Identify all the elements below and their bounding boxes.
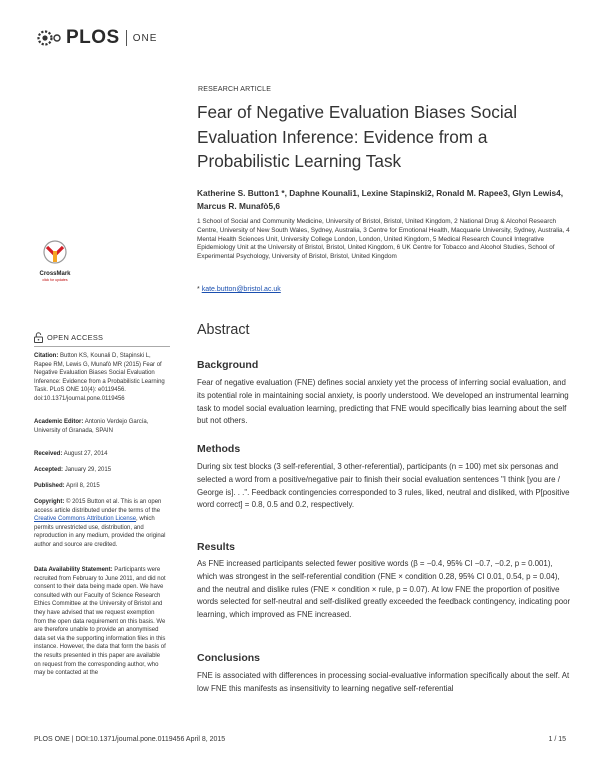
copyright-pre: © 2015 Button et al. This is an open access article distributed under the terms of the <box>34 499 162 514</box>
plos-logo-icon <box>34 27 64 49</box>
copyright-block <box>34 498 167 550</box>
journal-name: ONE <box>132 32 158 44</box>
accepted-label: Accepted: <box>34 467 64 473</box>
article-type: RESEARCH ARTICLE <box>198 86 272 93</box>
open-access-badge <box>34 332 103 343</box>
open-access-label: OPEN ACCESS <box>47 333 104 342</box>
footer-citation: PLOS ONE | DOI:10.1371/journal.pone.0119456 April 8, 2015 <box>34 736 226 743</box>
published-label: Published: <box>34 483 65 489</box>
section-text-results: As FNE increased participants selected fewer positive words (β = −0.4, 95% CI −0.7, −0.2, p = 0.001), which was strongest in the self-referential condition (FNE × condition 0.28, 95% CI 0.01, 0.54, p = 0.04), and the neutral and dislike rules (FNE × condition × rule, p = 0.07). At low FNE the proportion of positive words selected for self-neutral and self-disliked greatly exceeded the feedback contingency, indicating poor learning, which improved as FNE increased. <box>197 559 571 620</box>
accepted-block <box>34 466 167 475</box>
author-list: Katherine S. Button1 *, Daphne Kounali1, Lexine Stapinski2, Ronald M. Rapee3, Glyn Lewis4, Marcus R. Munafò5,6 <box>197 188 564 211</box>
citation-text: Button KS, Kounali D, Stapinski L, Rapee RM, Lewis G, Munafò MR (2015) Fear of Negative Evaluation Biases Social Evaluation Inference: Evidence from a Probabilistic Learning Task. PLoS ONE 10(4): e0119456. doi:10.1371/journal.pone.0119456 <box>34 353 165 402</box>
crossmark-badge[interactable] <box>34 238 76 282</box>
section-heading-background: Background <box>197 359 259 371</box>
data-availability-text: Participants were recruited from February to June 2011, and did not consent to their data being made open. We have consulted with our Faculty of Science Research Ethics Committee at the University of Bristol and they have advised that we request exemption from the open data requirement on this basis. We are therefore unable to provide an anonymised data set via the supporting information files in this instance. However, the data that form the basis of the results presented in this paper are available on request from the corresponding author, who may be contacted at the <box>34 567 166 677</box>
citation-label: Citation: <box>34 353 59 359</box>
corresponding-email <box>197 286 281 293</box>
editor-text: Antonio Verdejo García, University of Granada, SPAIN <box>34 419 149 434</box>
section-heading-conclusions: Conclusions <box>197 652 261 664</box>
data-availability-block <box>34 566 167 678</box>
citation-block <box>34 352 167 404</box>
data-availability-label: Data Availability Statement: <box>34 567 113 573</box>
page-number: 1 / 15 <box>548 736 566 743</box>
received-block <box>34 450 167 459</box>
logo-divider <box>126 30 127 46</box>
license-link[interactable]: Creative Commons Attribution License <box>34 516 137 523</box>
journal-logo[interactable] <box>34 27 157 49</box>
section-heading-results: Results <box>197 541 235 553</box>
crossmark-label: CrossMark <box>39 271 71 277</box>
section-text-methods: During six test blocks (3 self-referential, 3 other-referential), participants (n = 100) met six personas and selected a word from a positive/negative pair to finish their social evaluation sentences "I think [you are / George is]. . .". Feedback contingencies corresponded to 3 rules, liked, neutral and disliked, with P[positive word correct] = 0.8, 0.5 and 0.2, respectively. <box>197 462 570 510</box>
crossmark-sub: click for updates <box>42 278 68 282</box>
received-date: August 27, 2014 <box>63 451 108 457</box>
accepted-date: January 29, 2015 <box>64 467 112 473</box>
published-block <box>34 482 167 491</box>
abstract-heading: Abstract <box>197 322 250 338</box>
affiliations: 1 School of Social and Community Medicine, University of Bristol, Bristol, United Kingdom, 2 National Drug & Alcohol Research Centre, University of New South Wales, Sydney, Australia, 3 Centre for Emotional Health, Macquarie University, Sydney, Australia, 4 Mental Health Sciences Unit, University College London, London, United Kingdom, 5 Medical Research Council Integrative Epidemiology Unit at the University of Bristol, Bristol, United Kingdom, 6 UK Centre for Tobacco and Alcohol Studies, School of Experimental Psychology, University of Bristol, Bristol, United Kingdom <box>197 218 570 261</box>
received-label: Received: <box>34 451 63 457</box>
editor-label: Academic Editor: <box>34 419 84 425</box>
email-marker: * <box>197 286 200 293</box>
crossmark-icon <box>40 238 70 266</box>
brand-name: PLOS <box>66 27 120 48</box>
section-text-background: Fear of negative evaluation (FNE) defines social anxiety yet the process of inferring social evaluation, and its potential role in maintaining social anxiety, is poorly understood. We developed an instrumental learning task to model social evaluation learning, predicting that FNE would specifically bias learning about the self but not others. <box>197 378 569 426</box>
copyright-post: , which permits unrestricted use, distribution, and reproduction in any medium, provided the original author and source are credited. <box>34 516 166 548</box>
email-link[interactable]: kate.button@bristol.ac.uk <box>201 286 281 293</box>
sidebar-divider <box>34 346 170 347</box>
editor-block <box>34 418 167 435</box>
copyright-label: Copyright: <box>34 499 65 505</box>
published-date: April 8, 2015 <box>66 483 100 489</box>
section-text-conclusions: FNE is associated with differences in processing social-evaluative information specifically about the self. At low FNE this manifests as insensitivity to learning negative self-referential <box>197 671 570 693</box>
section-heading-methods: Methods <box>197 443 241 455</box>
open-lock-icon <box>34 332 43 343</box>
article-title: Fear of Negative Evaluation Biases Social Evaluation Inference: Evidence from a Probabilistic Learning Task <box>197 102 518 171</box>
